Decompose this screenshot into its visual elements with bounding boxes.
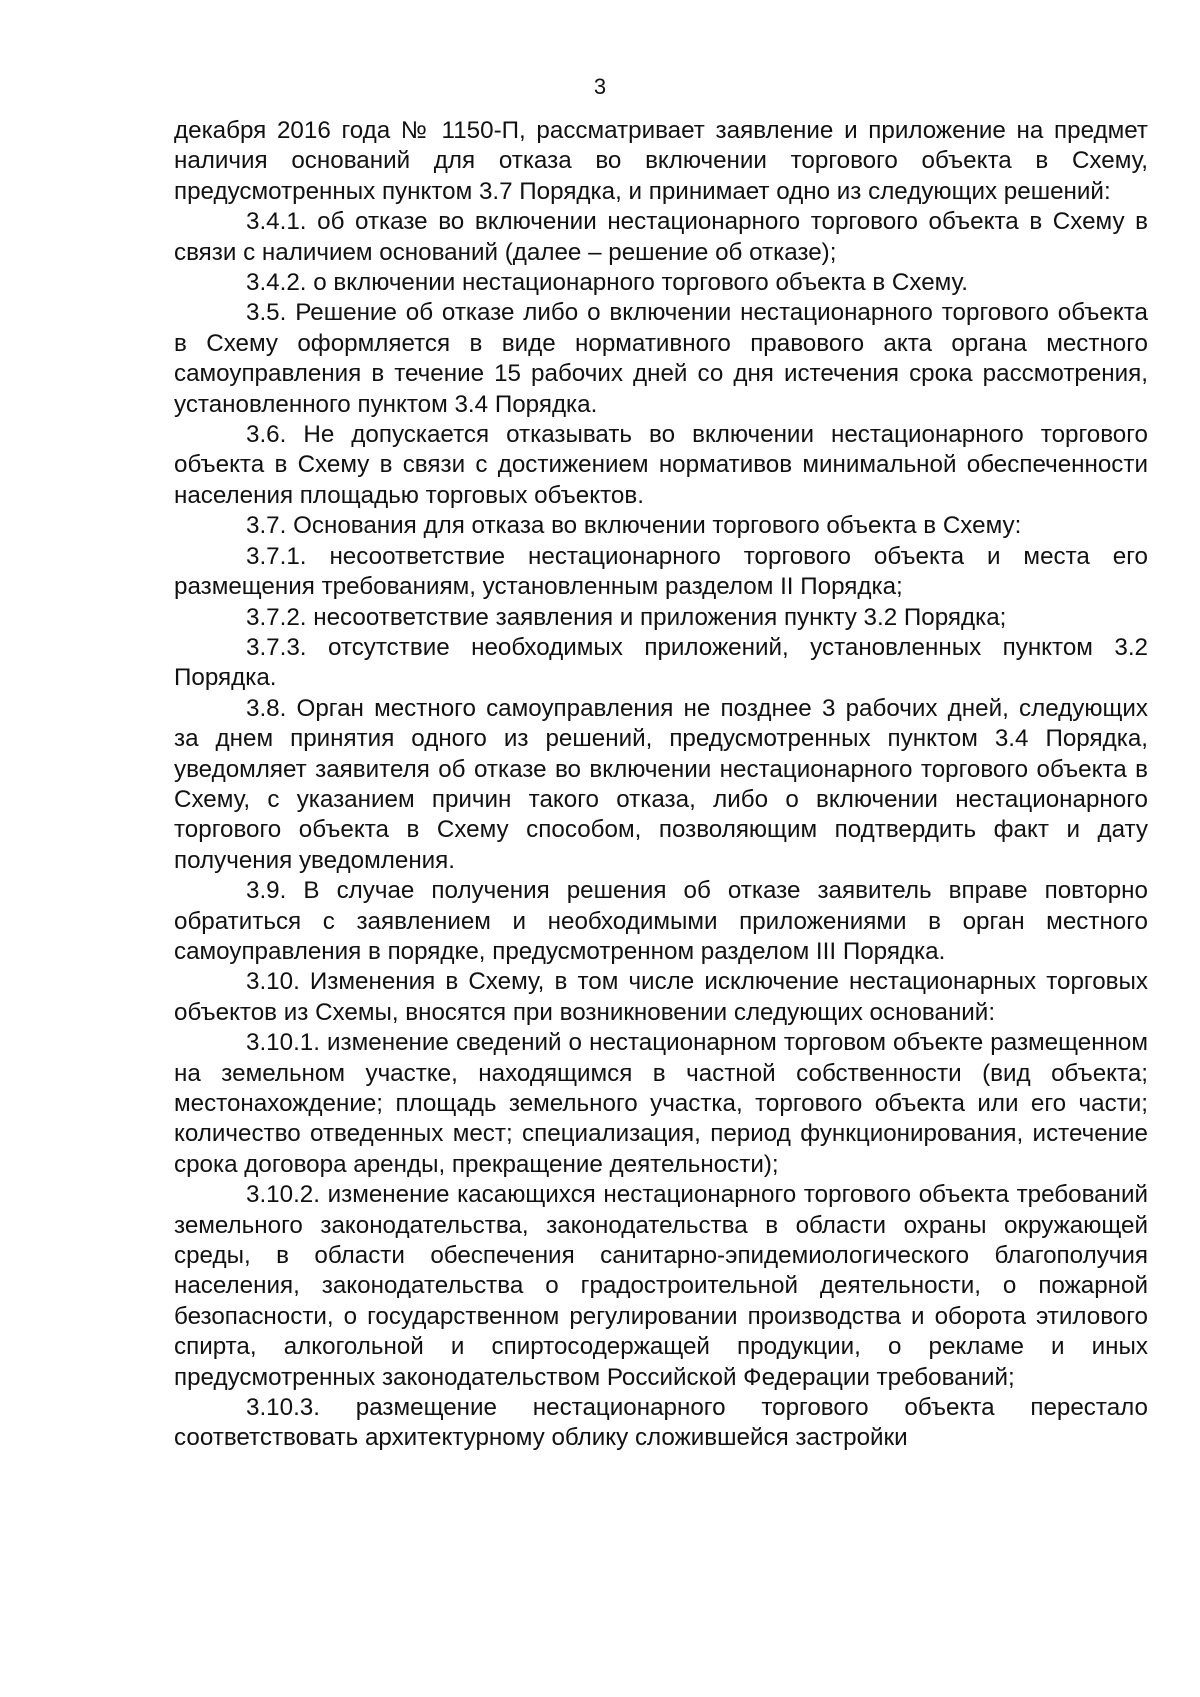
paragraph-3-5: 3.5. Решение об отказе либо о включении нестационарного торгового объекта в Схему оформляется в виде нормативного правового акта органа местного самоуправления в течение 15 рабочих дней со дня истечения срока рассмотрения, установленного пунктом 3.4 Порядка. [174,299,1148,418]
paragraph-3-7-2: 3.7.2. несоответствие заявления и приложения пункту 3.2 Порядка; [246,603,1007,631]
paragraph-3-7: 3.7. Основания для отказа во включении торгового объекта в Схему: [246,512,1022,540]
paragraph-3-4-2: 3.4.2. о включении нестационарного торгового объекта в Схему. [246,269,968,297]
paragraph-3-10-3: 3.10.3. размещение нестационарного торгового объекта перестало соответствовать архитектурному облику сложившейся застройки [174,1394,1148,1452]
paragraph-3-6: 3.6. Не допускается отказывать во включении нестационарного торгового объекта в Схему в связи с достижением нормативов минимальной обеспеченности населения площадью торговых объектов. [174,421,1148,509]
page-number: 3 [593,74,607,99]
paragraph-3-10-2: 3.10.2. изменение касающихся нестационарного торгового объекта требований земельного законодательства, законодательства в области охраны окружающей среды, в области обеспечения санитарно-эпидемиологического благополучия населения, законодательства о градостроительной деятельности, о пожарной безопасности, о государственном регулировании производства и оборота этилового спирта, алкогольной и спиртосодержащей продукции, о рекламе и иных предусмотренных законодательством Российской Федерации требований; [174,1181,1148,1391]
paragraph-3-10: 3.10. Изменения в Схему, в том числе исключение нестационарных торговых объектов из Схемы, вносятся при возникновении следующих оснований: [174,968,1148,1026]
paragraph-intro: декабря 2016 года № 1150-П, рассматривает заявление и приложение на предмет наличия оснований для отказа во включении торгового объекта в Схему, предусмотренных пунктом 3.7 Порядка, и принимает одно из следующих решений: [174,117,1148,205]
paragraph-3-7-1: 3.7.1. несоответствие нестационарного торгового объекта и места его размещения требованиям, установленным разделом II Порядка; [174,542,1148,601]
paragraph-3-7-3: 3.7.3. отсутствие необходимых приложений, установленных пунктом 3.2 Порядка. [174,633,1148,692]
paragraph-3-8: 3.8. Орган местного самоуправления не позднее 3 рабочих дней, следующих за днем принятия одного из решений, предусмотренных пунктом 3.4 Порядка, уведомляет заявителя об отказе во включении нестационарного торгового объекта в Схему, с указанием причин такого отказа, либо о включении нестационарного торгового объекта в Схему способом, позволяющим подтвердить факт и дату получения уведомления. [174,694,1148,874]
paragraph-3-9: 3.9. В случае получения решения об отказе заявитель вправе повторно обратиться с заявлением и необходимыми приложениями в орган местного самоуправления в порядке, предусмотренном разделом III Порядка. [174,877,1148,965]
document-body [174,116,1148,1454]
paragraph-3-10-1: 3.10.1. изменение сведений о нестационарном торговом объекте размещенном на земельном участке, находящимся в частной собственности (вид объекта; местонахождение; площадь земельного участка, торгового объекта или его части; количество отведенных мест; специализация, период функционирования, истечение срока договора аренды, прекращение деятельности); [174,1029,1148,1178]
paragraph-3-4-1: 3.4.1. об отказе во включении нестационарного торгового объекта в Схему в связи с наличием оснований (далее – решение об отказе); [174,208,1148,266]
